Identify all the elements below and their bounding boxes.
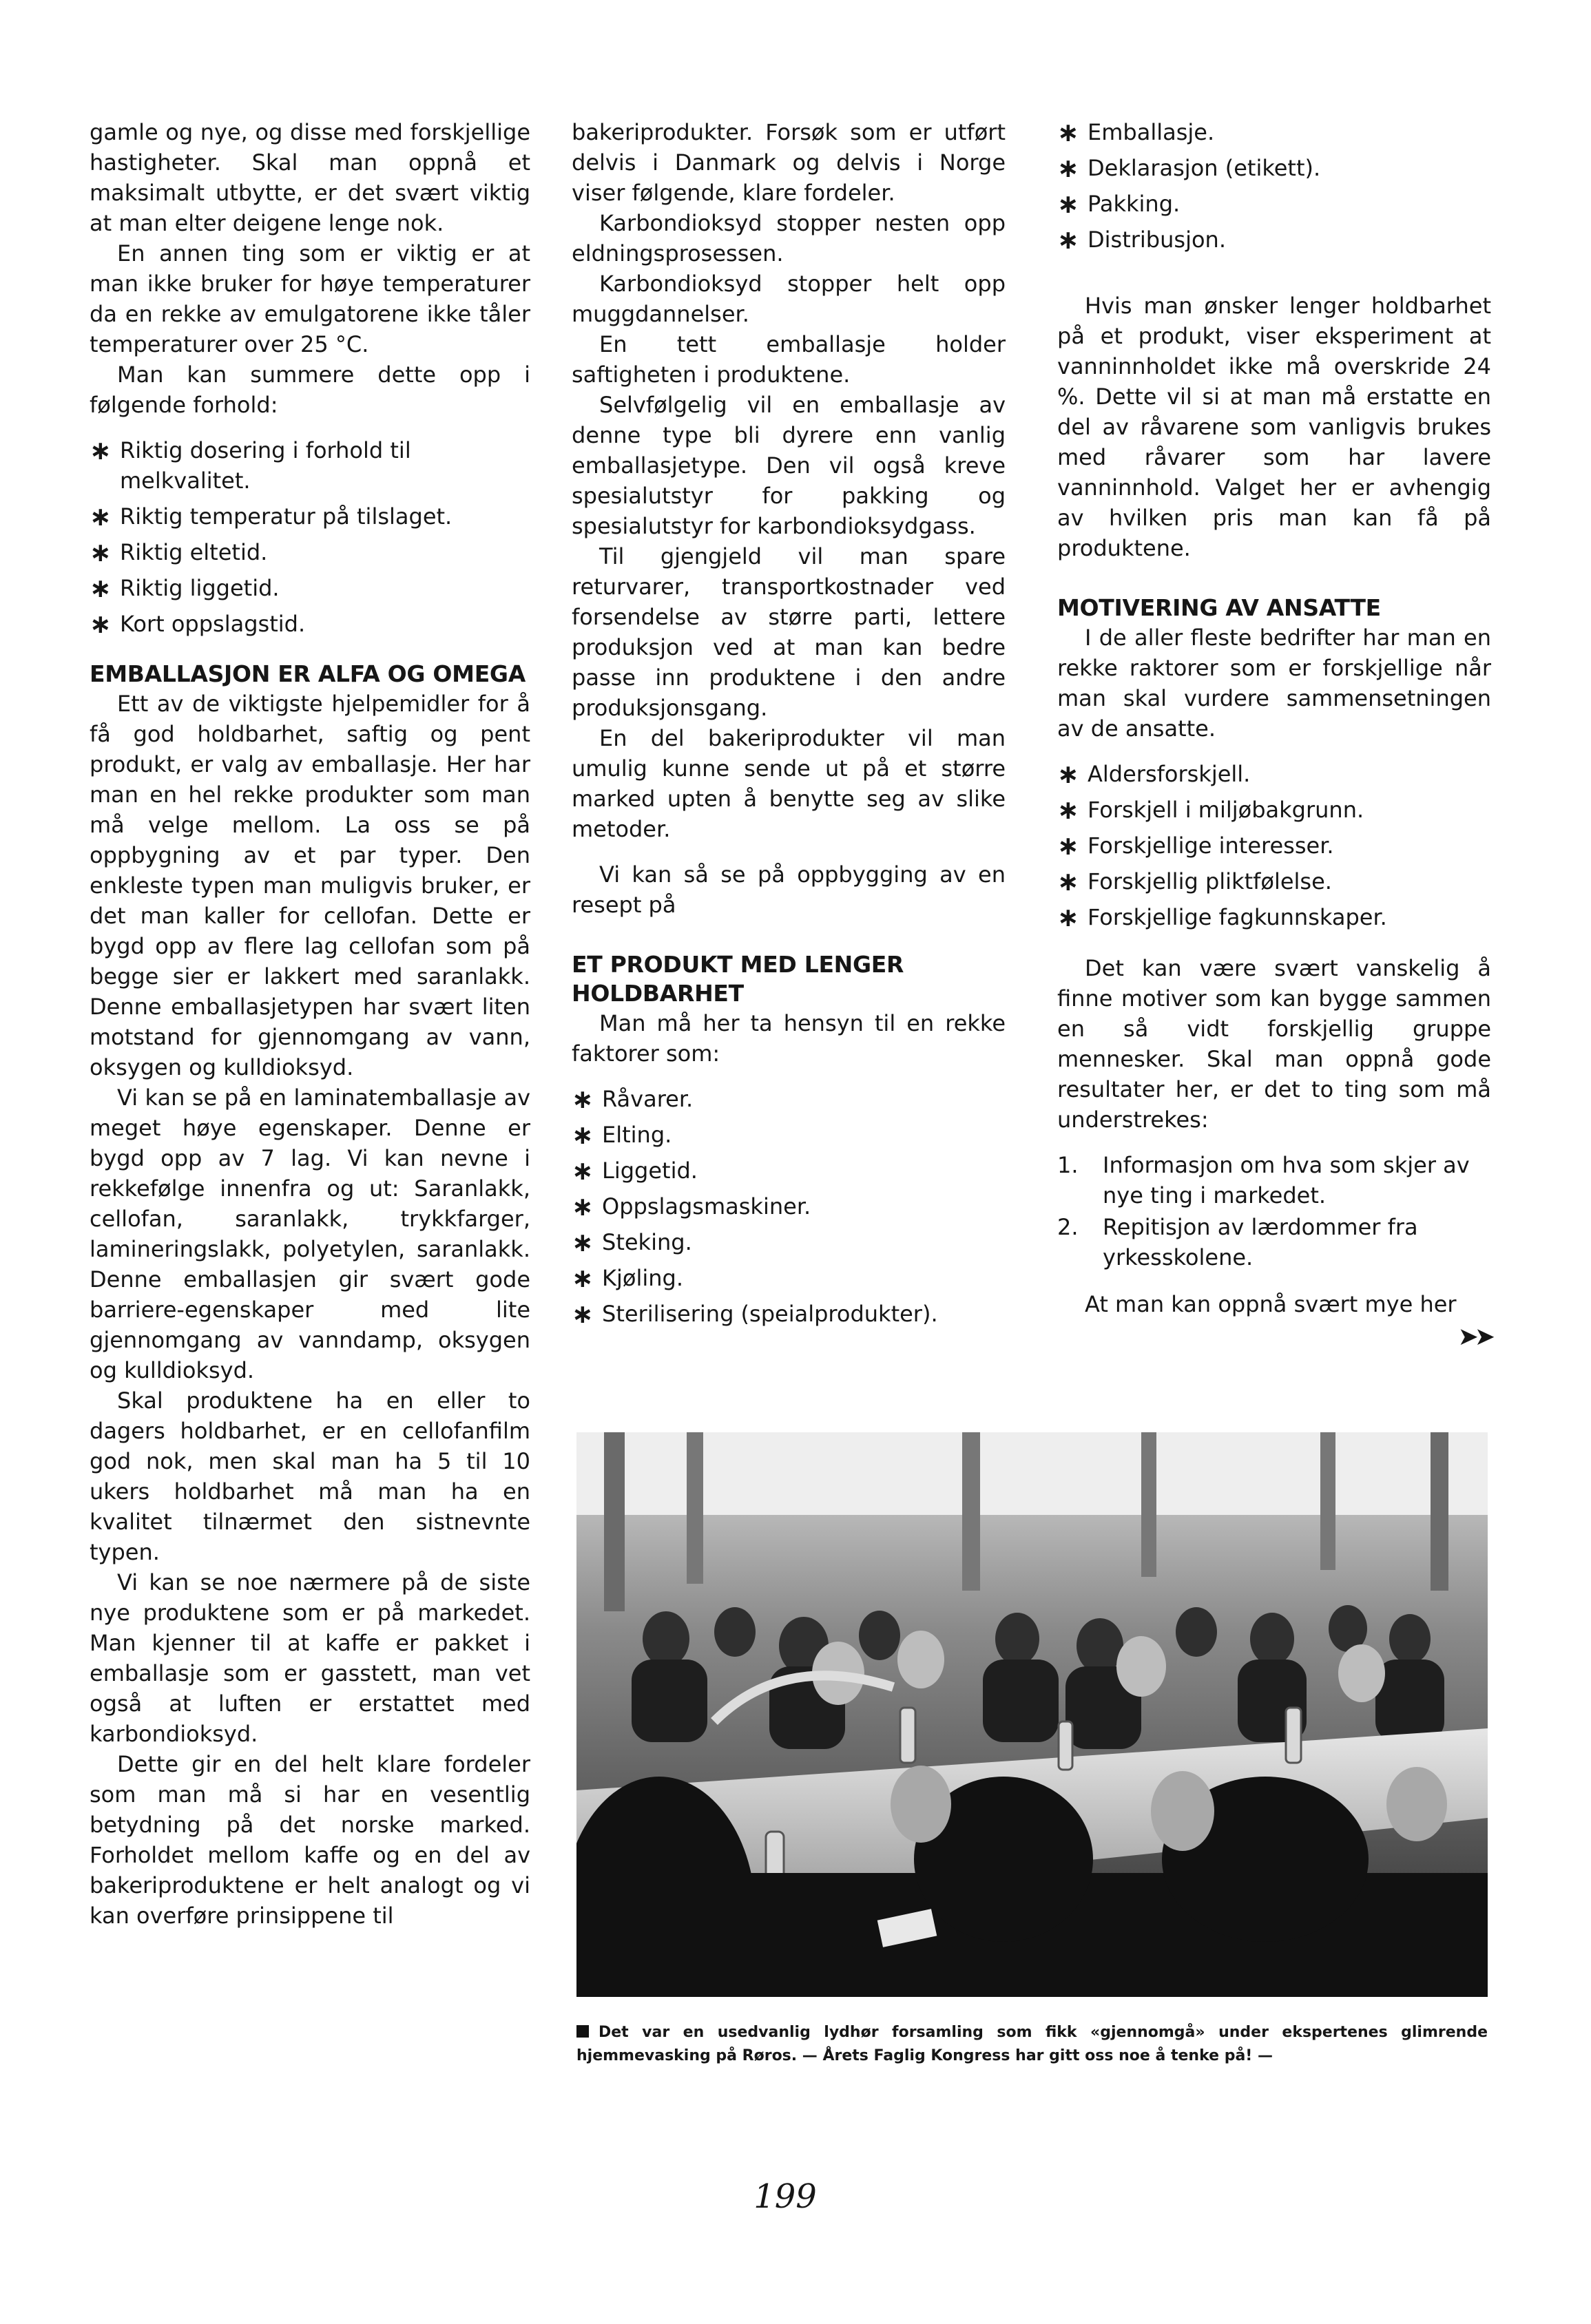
list-item: ∗ Elting. <box>572 1120 1006 1150</box>
list-item: ∗ Riktig eltetid. <box>90 537 530 567</box>
paragraph: Man kan summere dette opp i følgende forhold: <box>90 362 530 418</box>
paragraph: At man kan oppnå svært mye her <box>1085 1291 1457 1317</box>
column-2 <box>572 117 1006 1334</box>
paragraph: Vi kan se noe nærmere på de siste nye produktene som er på markedet. Man kjenner til at kaffe er pakket i emballasje som er gasstett, man vet også at luften er erstattet med karbondioksyd. <box>90 1569 530 1747</box>
list-item: ∗ Aldersforskjell. <box>1057 759 1491 789</box>
paragraph: En tett emballasje holder saftigheten i produktene. <box>572 331 1006 388</box>
list-item: ∗ Sterilisering (speialprodukter). <box>572 1299 1006 1329</box>
list-number: 2. <box>1057 1214 1079 1240</box>
paragraph: Selvfølgelig vil en emballasje av denne type bli dyrere enn vanlig emballasjetype. Den vil også kreve spesialutstyr for pakking og spesialutstyr for karbondioksydgass. <box>572 392 1006 539</box>
caption-text: Det var en usedvanlig lydhør forsamling som fikk «gjennomgå» under ekspertenes glimrende hjemmevasking på Røros. — Årets Faglig Kongress har gitt oss noe å tenke på! — <box>576 2024 1488 2064</box>
column-3 <box>1057 117 1491 1352</box>
paragraph: Man må her ta hensyn til en rekke faktorer som: <box>572 1010 1006 1067</box>
page-number: 199 <box>753 2177 817 2216</box>
paragraph: Vi kan så se på oppbygging av en resept på <box>572 861 1006 918</box>
list-item: ∗ Liggetid. <box>572 1155 1006 1186</box>
list-item: ∗ Oppslagsmaskiner. <box>572 1191 1006 1222</box>
list-item: ∗ Kort oppslagstid. <box>90 609 530 639</box>
paragraph: gamle og nye, og disse med forskjellige hastigheter. Skal man oppnå et maksimalt utbytte, er det svært viktig at man elter deigene lenge nok. <box>90 119 530 236</box>
section-heading: EMBALLASJON ER ALFA OG OMEGA <box>90 660 526 687</box>
paragraph: En del bakeriprodukter vil man umulig kunne sende ut på et større marked upten å benytte seg av slike metoder. <box>572 725 1006 842</box>
list-item: ∗ Kjøling. <box>572 1263 1006 1293</box>
list-item: ∗ Råvarer. <box>572 1084 1006 1114</box>
bullet-list <box>572 1084 1006 1329</box>
list-item <box>1057 1212 1491 1273</box>
list-item: ∗ Forskjell i miljøbakgrunn. <box>1057 795 1491 825</box>
list-text: Informasjon om hva som skjer av nye ting i markedet. <box>1103 1152 1470 1208</box>
caption-square-icon <box>576 2025 589 2038</box>
paragraph: Skal produktene ha en eller to dagers holdbarhet, er en cellofanfilm god nok, men skal man ha 5 til 10 ukers holdbarhet må man ha en kvalitet tilnærmet den sistnevnte typen. <box>90 1388 530 1565</box>
section-heading: MOTIVERING AV ANSATTE <box>1057 594 1381 621</box>
continue-arrow-icon: ➤➤ <box>1457 1323 1491 1351</box>
list-item: ∗ Forskjellig pliktfølelse. <box>1057 866 1491 897</box>
paragraph: Til gjengjeld vil man spare returvarer, transportkostnader ved forsendelse av større parti, lettere produksjon ved at man kan bedre passe inn produktene i den andre produksjonsgang. <box>572 543 1006 721</box>
list-item: ∗ Distribusjon. <box>1057 224 1491 255</box>
list-item: ∗ Riktig temperatur på tilslaget. <box>90 501 530 532</box>
list-item: ∗ Emballasje. <box>1057 117 1491 147</box>
numbered-list <box>1057 1150 1491 1273</box>
paragraph: Det kan være svært vanskelig å finne motiver som kan bygge sammen en så vidt forskjellig gruppe mennesker. Skal man oppnå gode resultater her, er det to ting som må understrekes: <box>1057 955 1491 1133</box>
paragraph: En annen ting som er viktig er at man ikke bruker for høye temperaturer da en rekke av emulgatorene ikke tåler temperaturer over 25 °C. <box>90 240 530 357</box>
list-item <box>1057 1150 1491 1211</box>
paragraph: Dette gir en del helt klare fordeler som man må si har en vesentlig betydning på det norske marked. Forholdet mellom kaffe og en del av bakeriproduktene er helt analogt og vi kan overføre prinsippene til <box>90 1751 530 1929</box>
paragraph: I de aller fleste bedrifter har man en rekke raktorer som er forskjellige når man skal vurdere sammensetningen av de ansatte. <box>1057 625 1491 742</box>
list-item: ∗ Deklarasjon (etikett). <box>1057 153 1491 183</box>
paragraph: Ett av de viktigste hjelpemidler for å få god holdbarhet, saftig og pent produkt, er valg av emballasje. Her har man en hel rekke produkter som man må velge mellom. La oss se på oppbygning av et par typer. Den enkleste typen man muligvis bruker, er det man kaller for cellofan. Dette er bygd opp av flere lag cellofan som på begge sier er lakkert med saranlakk. Denne emballasjetypen har svært liten motstand for gjennomgang av vann, oksygen og kulldioksyd. <box>90 691 530 1080</box>
column-1 <box>90 117 530 1931</box>
bullet-list <box>1057 759 1491 932</box>
photo-audience <box>576 1432 1488 1997</box>
list-number: 1. <box>1057 1152 1079 1178</box>
list-item: ∗ Steking. <box>572 1227 1006 1257</box>
paragraph: Karbondioksyd stopper helt opp muggdannelser. <box>572 271 1006 327</box>
list-item: ∗ Forskjellige fagkunnskaper. <box>1057 902 1491 932</box>
paragraph: Karbondioksyd stopper nesten opp eldningsprosessen. <box>572 210 1006 266</box>
paragraph: Hvis man ønsker lenger holdbarhet på et produkt, viser eksperiment at vanninnholdet ikke må overskride 24 %. Dette vil si at man må erstatte en del av råvarene som vanligvis brukes med råvarer som har lavere vanninnhold. Valget her er avhengig av hvilken pris man kan få på produktene. <box>1057 293 1491 561</box>
list-item: ∗ Forskjellige interesser. <box>1057 830 1491 861</box>
paragraph: Vi kan se på en laminatemballasje av meget høye egenskaper. Denne er bygd opp av 7 lag. Vi kan nevne i rekkefølge innenfra og ut: Saranlakk, cellofan, saranlakk, trykkfarger, lamineringslakk, polyetylen, saranlakk. Denne emballasjen gir svært gode barriere-egenskaper med lite gjennomgang av vanndamp, oksygen og kulldioksyd. <box>90 1085 530 1383</box>
list-item: ∗ Pakking. <box>1057 189 1491 219</box>
list-item: ∗ Riktig dosering i forhold til melkvalitet. <box>90 435 530 496</box>
photo-caption <box>576 2021 1488 2068</box>
list-item: ∗ Riktig liggetid. <box>90 573 530 603</box>
bullet-list <box>1057 117 1491 255</box>
section-heading: ET PRODUKT MED LENGER HOLDBARHET <box>572 951 904 1007</box>
paragraph: bakeriprodukter. Forsøk som er utført delvis i Danmark og delvis i Norge viser følgende, klare fordeler. <box>572 119 1006 206</box>
list-text: Repitisjon av lærdommer fra yrkesskolene. <box>1103 1214 1418 1270</box>
bullet-list <box>90 435 530 639</box>
